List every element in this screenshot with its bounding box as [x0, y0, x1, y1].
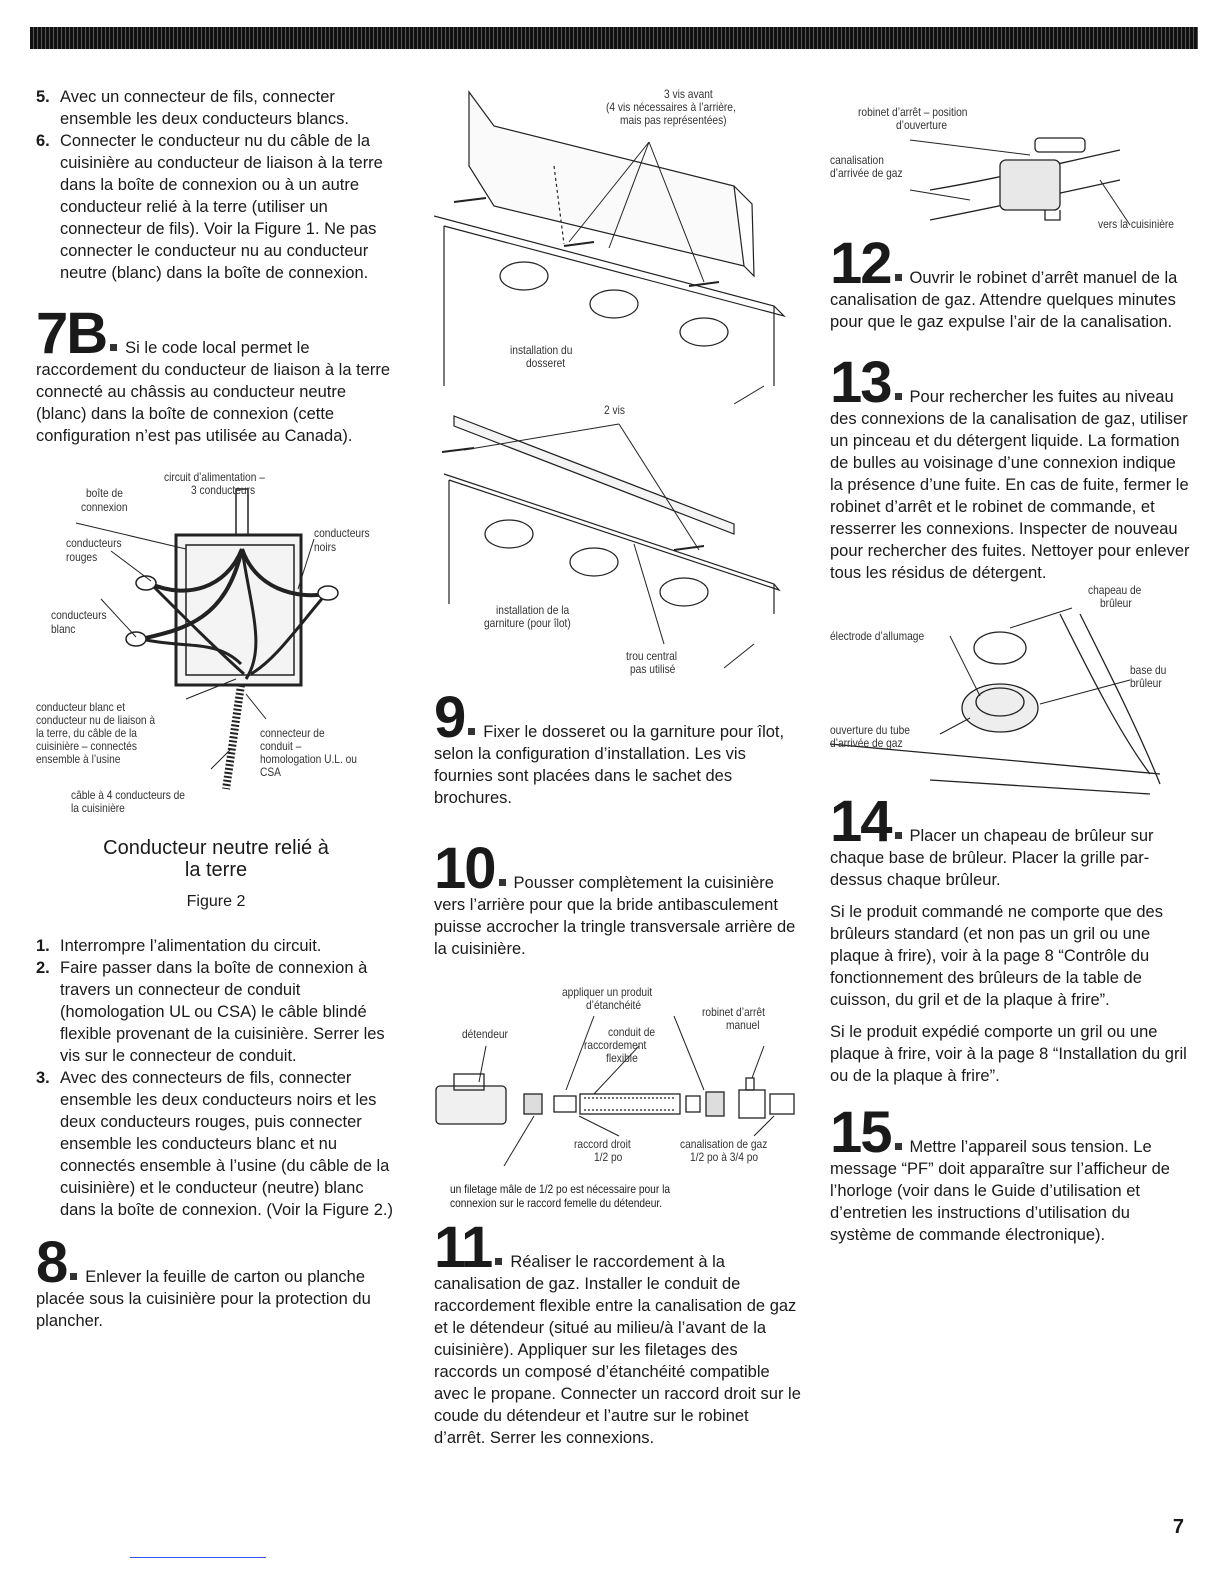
page-number: 7 — [1172, 1516, 1184, 1538]
bullet-icon — [468, 728, 475, 735]
figure-burner: chapeau de brûleur électrode d’allumage base du brûleur ouverture du tube d’arrivée de gaz — [830, 584, 1190, 798]
list-steps-5-6 — [36, 86, 396, 284]
figure-shutoff-valve: robinet d’arrêt – position d’ouverture canalisation d’arrivée de gaz vers la cuisinière — [830, 100, 1190, 240]
bullet-icon — [499, 879, 506, 886]
step-number: 12 — [830, 231, 891, 296]
step-number: 13 — [830, 350, 891, 415]
step-number: 11 — [434, 1215, 492, 1280]
list-item: 2. Faire passer dans la boîte de connexion à travers un connecteur de conduit (homologation UL ou CSA) le câble blindé flexible provenant de la cuisinière. Serrer les vis sur le connecteur de conduit. — [36, 959, 385, 1065]
figure-caption: Conducteur neutre relié à la terre — [103, 837, 329, 881]
list-steps-1-3 — [36, 935, 396, 1221]
list-item: 6. Connecter le conducteur nu du câble de la cuisinière au conducteur de liaison à la terre dans la boîte de connexion ou à un autre conducteur relié à la terre (utiliser un connecteur de fils). Voir la Figure 1. Ne pas connecter le conducteur nu au conducteur neutre (blanc) dans la boîte de connexion. — [36, 132, 383, 282]
step-15: 15 Mettre l’appareil sous tension. Le message “PF” doit apparaître sur l’afficheur de l’horloge (voir dans le Guide d’utilisation et d’entretien les instructions d’utilisation du système de commande électronique). — [830, 1100, 1170, 1244]
step-number: 10 — [434, 836, 495, 901]
bullet-icon — [895, 393, 902, 400]
step-number: 7B — [36, 301, 107, 366]
figure-2-wiring: circuit d’alimentation – 3 conducteurs boîte de connexion conducteurs rouges conducteurs noirs conducteurs blanc conducteur blanc et conducteur nu de liaison à la terre, du câble de la cuisinière – connectés ensemble à l’usine connecteur de conduit – homologation U.L. ou CSA câble à 4 conducteurs de la cuisinière — [36, 469, 396, 831]
step-number: 8 — [36, 1230, 67, 1295]
burner-diagram — [830, 584, 1190, 798]
step-number: 9 — [434, 685, 465, 750]
paragraph-grill-griddle: Si le produit expédié comporte un gril ou une plaque à frire, voir à la page 8 “Installation du gril ou de la plaque à frire”. — [830, 1023, 1187, 1085]
step-number: 15 — [830, 1100, 891, 1165]
step-9: 9 Fixer le dosseret ou la garniture pour îlot, selon la configuration d’installation. Les vis fournies sont placées dans le sachet des brochures. — [434, 685, 785, 807]
paragraph-standard-burners: Si le produit commandé ne comporte que des brûleurs standard (et non pas un gril ou une plaque à frire), voir à la page 8 “Contrôle du fonctionnement des brûleurs de la table de cuisson, du gril et de la plaque à frire”. — [830, 903, 1163, 1009]
figure-number: Figure 2 — [186, 893, 246, 910]
backsplash-diagram — [434, 86, 804, 404]
figure-island-trim: 2 vis installation de la garniture (pour îlot) trou central pas utilisé — [434, 404, 804, 694]
figure-backsplash: 3 vis avant (4 vis nécessaires à l’arrière, mais pas représentées) installation du dosseret — [434, 86, 804, 404]
junction-box-diagram — [36, 469, 396, 831]
bullet-icon — [895, 1143, 902, 1150]
column-left — [36, 86, 396, 1332]
step-14: 14 Placer un chapeau de brûleur sur chaque base de brûleur. Placer la grille par-dessus chaque brûleur. — [830, 789, 1154, 889]
header-bar — [30, 27, 1198, 49]
figure-gas-connection: appliquer un produit d’étanchéité robinet d’arrêt manuel détendeur conduit de raccordement flexible raccord droit 1/2 po canalisation de gaz 1/2 po à 3/4 po — [434, 986, 804, 1182]
column-right — [830, 100, 1190, 1246]
list-item: 1. Interrompre l’alimentation du circuit. — [36, 937, 322, 955]
bullet-icon — [895, 832, 902, 839]
footer-line — [130, 1557, 266, 1558]
column-middle — [434, 86, 804, 1449]
step-10: 10 Pousser complètement la cuisinière vers l’arrière pour que la bride antibasculement puisse accrocher la tringle transversale arrière de la cuisinière. — [434, 836, 796, 958]
step-7b: 7B Si le code local permet le raccordement du conducteur de liaison à la terre connecté au châssis au conducteur neutre (blanc) dans la boîte de connexion (cette configuration n’est pas utilisée au Canada). — [36, 301, 391, 445]
bullet-icon — [495, 1258, 502, 1265]
bullet-icon — [110, 344, 117, 351]
bullet-icon — [895, 274, 902, 281]
step-11: 11 Réaliser le raccordement à la canalisation de gaz. Installer le conduit de raccordement flexible entre la canalisation de gaz et le détendeur (situé au milieu/à l’avant de la cuisinière). Appliquer sur les filetages des raccords un composé d’étanchéité compatible avec le propane. Connecter un raccord droit sur le coude du détendeur et l’autre sur le robinet d’arrêt. Serrer les connexions. — [434, 1215, 801, 1447]
bullet-icon — [70, 1273, 77, 1280]
step-8: 8 Enlever la feuille de carton ou planche placée sous la cuisinière pour la protection du plancher. — [36, 1230, 371, 1330]
step-13: 13 Pour rechercher les fuites au niveau des connexions de la canalisation de gaz, utiliser un pinceau et du détergent liquide. La formation de bulles au voisinage d’une connexion indique la présence d’une fuite. En cas de fuite, fermer le robinet d’arrêt et le robinet de commande, et resserrer les connexions. Inspecter de nouveau pour rechercher des fuites. Nettoyer pour enlever tous les résidus de détergent. — [830, 350, 1190, 582]
step-12: 12 Ouvrir le robinet d’arrêt manuel de la canalisation de gaz. Attendre quelques minutes pour que le gaz expulse l’air de la canalisation. — [830, 231, 1178, 331]
island-trim-diagram — [434, 404, 804, 694]
list-item: 5. Avec un connecteur de fils, connecter ensemble les deux conducteurs blancs. — [36, 88, 349, 128]
gas-note: un filetage mâle de 1/2 po est nécessaire pour la connexion sur le raccord femelle du détendeur. — [450, 1182, 671, 1210]
list-item: 3. Avec des connecteurs de fils, connecter ensemble les deux conducteurs noirs et les deux conducteurs rouges, puis connecter ensemble les conducteurs blanc et nu connectés ensemble à l’usine (du câble de la cuisinière) et le conducteur (neutre) blanc dans la boîte de connexion. (Voir la Figure 2.) — [36, 1069, 393, 1219]
step-number: 14 — [830, 789, 891, 854]
